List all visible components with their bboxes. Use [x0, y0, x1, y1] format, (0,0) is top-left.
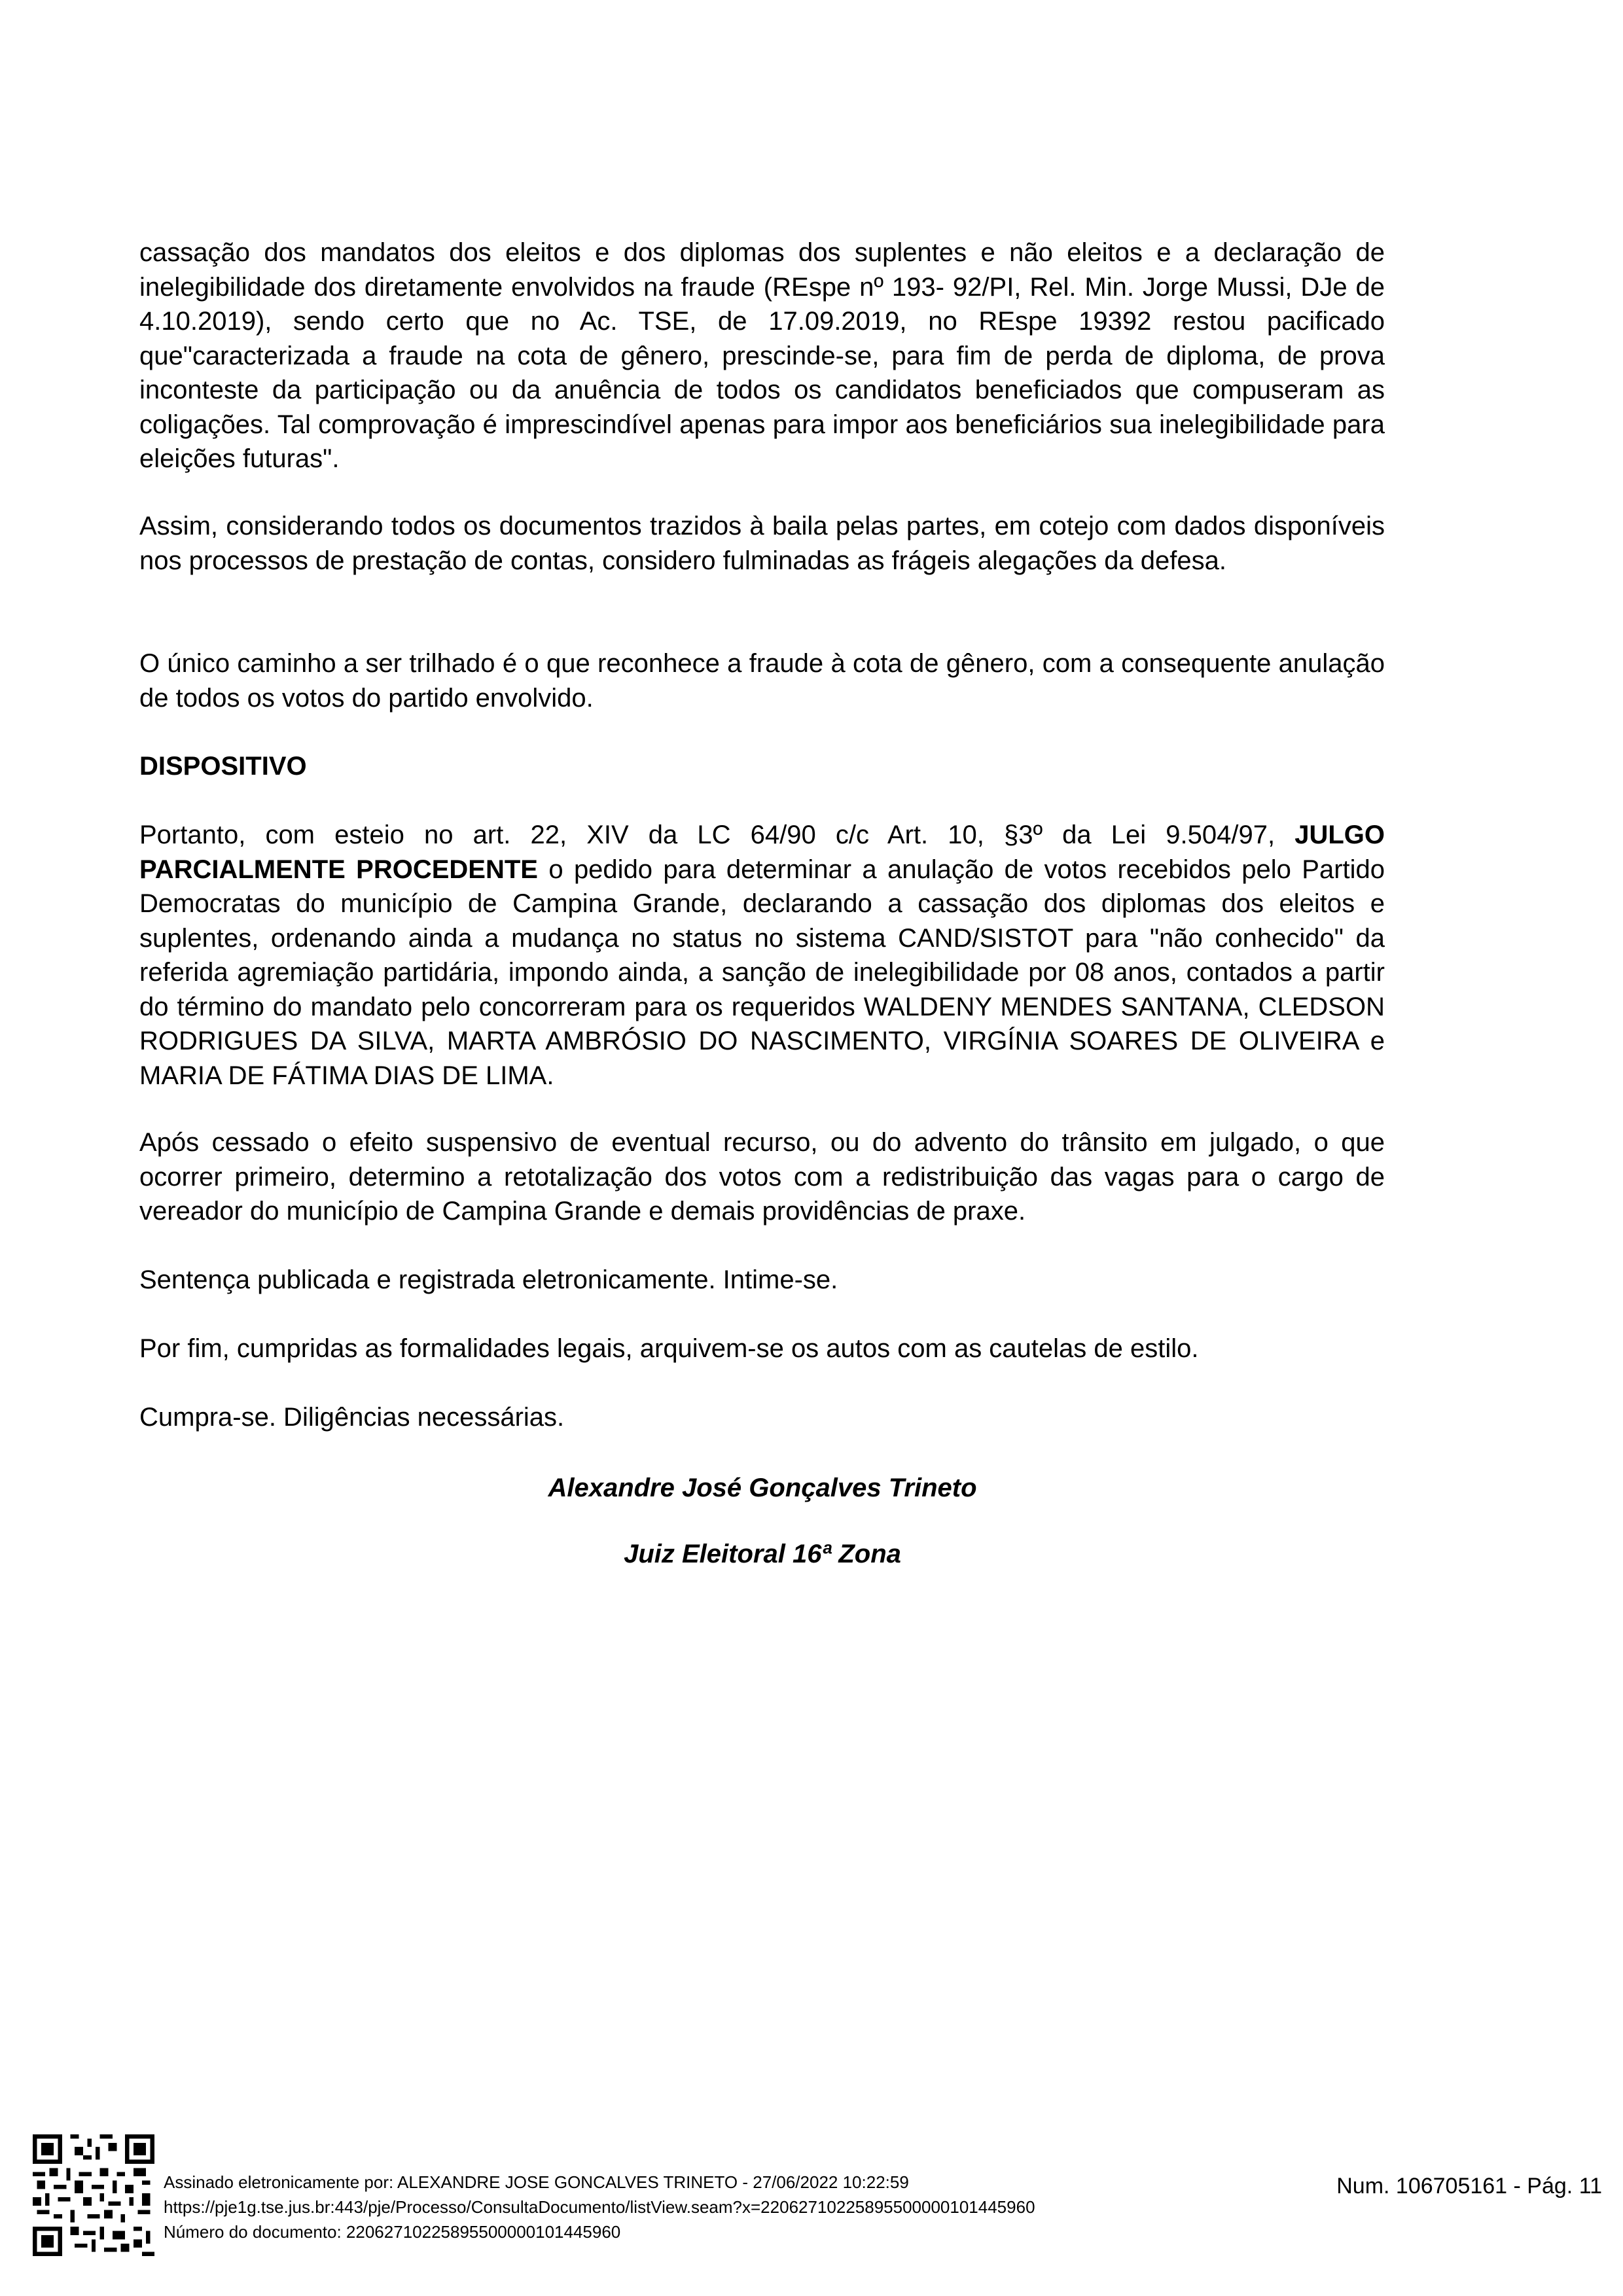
- signature-name: Alexandre José Gonçalves Trineto: [548, 1474, 977, 1502]
- footer-document-number: Número do documento: 22062710225895500000101445960: [164, 2222, 621, 2242]
- portanto-text-end: o pedido para determinar a anulação de votos recebidos pelo Partido Democratas do município de Campina Grande, declarando a cassação dos diplomas dos eleitos e suplentes, ordenando ainda a mudança no status no sistema CAND/SISTOT para "não conhecido" da referida agremiação partidária, impondo ainda, a sanção de inelegibilidade por 08 anos, contados a partir do término do mandato pelo concorreram para os requeridos WALDENY MENDES SANTANA, CLEDSON RODRIGUES DA SILVA, MARTA AMBRÓSIO DO NASCIMENTO, VIRGÍNIA SOARES DE OLIVEIRA e MARIA DE FÁTIMA DIAS DE LIMA.: [139, 855, 1385, 1090]
- paragraph-sentenca-publicada: Sentença publicada e registrada eletronicamente. Intime-se.: [139, 1265, 838, 1294]
- footer-signed-by: Assinado eletronicamente por: ALEXANDRE JOSE GONCALVES TRINETO - 27/06/2022 10:22:59: [164, 2172, 909, 2192]
- paragraph-por-fim: Por fim, cumpridas as formalidades legais, arquivem-se os autos com as cautelas de estilo.: [139, 1334, 1199, 1363]
- paragraph-cumpra-se: Cumpra-se. Diligências necessárias.: [139, 1403, 565, 1432]
- paragraph-apos-cessado: Após cessado o efeito suspensivo de eventual recurso, ou do advento do trânsito em julgado, o que ocorrer primeiro, determino a retotalização dos votos com a redistribuição das vagas para o cargo de vereador do município de Campina Grande e demais providências de praxe.: [139, 1128, 1385, 1226]
- footer-verification-url[interactable]: https://pje1g.tse.jus.br:443/pje/Processo/ConsultaDocumento/listView.seam?x=22062710225895500000101445960: [164, 2197, 1035, 2217]
- section-heading-dispositivo: DISPOSITIVO: [139, 752, 307, 781]
- qr-code-icon: [33, 2134, 154, 2256]
- julgo-procedente-bold: JULGO PARCIALMENTE PROCEDENTE: [139, 821, 1385, 884]
- paragraph-fraud-precedent: cassação dos mandatos dos eleitos e dos diplomas dos suplentes e não eleitos e a declaração de inelegibilidade dos diretamente envolvidos na fraude (REspe nº 193- 92/PI, Rel. Min. Jorge Mussi, DJe de 4.10.2019), sendo certo que no Ac. TSE, de 17.09.2019, no REspe 19392 restou pacificado que"caracterizada a fraude na cota de gênero, prescinde-se, para fim de perda de diploma, de prova inconteste da participação ou da anuência de todos os candidatos beneficiados que compuseram as coligações. Tal comprovação é imprescindível apenas para impor aos beneficiários sua inelegibilidade para eleições futuras".: [139, 238, 1385, 473]
- portanto-text-start: Portanto, com esteio no art. 22, XIV da LC 64/90 c/c Art. 10, §3º da Lei 9.504/97,: [139, 821, 1295, 849]
- signature-role: Juiz Eleitoral 16ª Zona: [624, 1540, 901, 1568]
- paragraph-portanto: [139, 818, 1385, 1093]
- paragraph-unico-caminho: O único caminho a ser trilhado é o que reconhece a fraude à cota de gênero, com a consequente anulação de todos os votos do partido envolvido.: [139, 649, 1385, 713]
- page-number: Num. 106705161 - Pág. 11: [1336, 2174, 1602, 2199]
- paragraph-assim: Assim, considerando todos os documentos trazidos à baila pelas partes, em cotejo com dados disponíveis nos processos de prestação de contas, considero fulminadas as frágeis alegações da defesa.: [139, 512, 1385, 575]
